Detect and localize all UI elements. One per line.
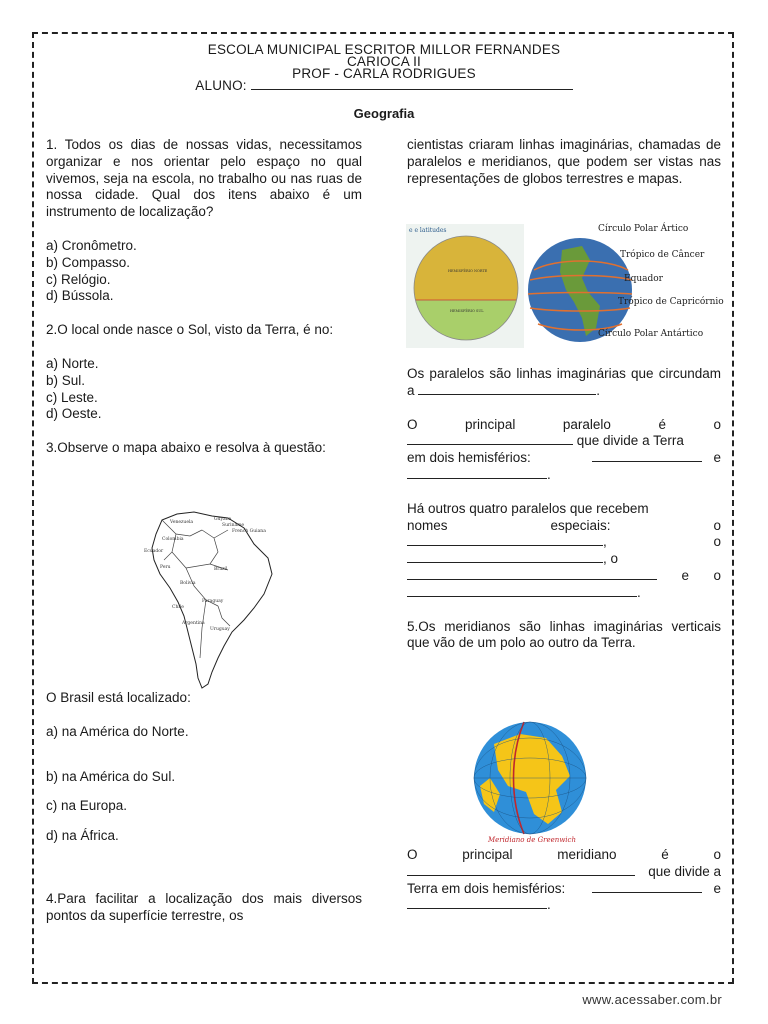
answer-blank-2[interactable]: [407, 433, 573, 445]
answer-blank-6[interactable]: [407, 551, 603, 563]
outros-paralelos-text: Há outros quatro paralelos que recebem: [407, 500, 649, 516]
label-ecuador: Ecuador: [144, 549, 164, 554]
q2-option-d[interactable]: d) Oeste.: [46, 406, 102, 422]
right-column: [407, 137, 721, 187]
q2-option-a[interactable]: a) Norte.: [46, 355, 99, 371]
q3-option-c[interactable]: c) na Europa.: [46, 798, 128, 813]
paralelos-text: Os paralelos são linhas imaginárias que circundam a .: [407, 366, 721, 398]
student-name-line[interactable]: [251, 80, 573, 90]
teacher-name: PROF - CARLA RODRIGUES: [292, 66, 476, 81]
globes-image: [406, 220, 724, 350]
header: [0, 44, 768, 92]
q3-option-d[interactable]: d) na África.: [46, 828, 119, 843]
label-paraguay: Paraguay: [202, 599, 224, 604]
q3-option-b[interactable]: b) na América do Sul.: [46, 769, 176, 784]
greenwich-globe-image: [450, 716, 610, 846]
label-guyana: Guyana: [214, 517, 232, 522]
question-3: 3.Observe o mapa abaixo e resolva à questão:: [46, 440, 326, 456]
label-bolivia: Bolivia: [180, 581, 196, 586]
south-america-map: [132, 508, 278, 690]
answer-blank-5[interactable]: [407, 534, 603, 546]
school-name: ESCOLA MUNICIPAL ESCRITOR MILLOR FERNANDES: [207, 42, 561, 57]
label-suriname: Suriname: [222, 523, 245, 528]
q1-option-c[interactable]: c) Relógio.: [46, 271, 111, 287]
q1-option-a[interactable]: a) Cronômetro.: [46, 237, 137, 253]
q3-option-a[interactable]: a) na América do Norte.: [46, 723, 189, 739]
label-venezuela: Venezuela: [170, 520, 194, 525]
svg-text:HEMISFÉRIO SUL: HEMISFÉRIO SUL: [450, 309, 484, 313]
question-1: 1. Todos os dias de nossas vidas, necessitamos organizar e nos orientar pelo espaço no qual vivemos, seja na escola, no trabalho ou nas ruas de nossa cidade. Qual dos itens abaixo é um instrumento de localização?: [46, 137, 362, 220]
q3-question: O Brasil está localizado:: [46, 690, 191, 705]
label-circulo-antartico: Círculo Polar Antártico: [598, 329, 704, 339]
answer-blank-1[interactable]: [418, 383, 596, 395]
answer-blank-10[interactable]: [592, 881, 702, 893]
label-uruguay: Uruguay: [210, 627, 230, 632]
label-peru: Peru: [160, 565, 171, 570]
svg-text:HEMISFÉRIO NORTE: HEMISFÉRIO NORTE: [448, 269, 488, 273]
question-2: 2.O local onde nasce o Sol, visto da Terra, é no:: [46, 322, 334, 338]
q2-option-c[interactable]: c) Leste.: [46, 389, 98, 405]
footer-url[interactable]: www.acessaber.com.br: [582, 992, 722, 1007]
question-4-continued: cientistas criaram linhas imaginárias, chamadas de paralelos e meridianos, que podem ser vistas nas representações de globos terrestres e mapas.: [407, 137, 721, 186]
greenwich-label: Meridiano de Greenwich: [488, 836, 576, 844]
answer-blank-3[interactable]: [592, 450, 702, 462]
label-french-guiana: French Guiana: [232, 529, 266, 534]
q1-option-b[interactable]: b) Compasso.: [46, 254, 131, 270]
meridianos-text: 5.Os meridianos são linhas imaginárias verticais que vão de um polo ao outro da Terra.: [407, 618, 721, 651]
svg-text:e e latitudes: e e latitudes: [409, 227, 447, 234]
label-colombia: Colombia: [162, 537, 184, 542]
label-argentina: Argentina: [182, 621, 205, 626]
principal-meridiano-line: O principal meridiano é o: [407, 847, 721, 862]
student-field[interactable]: ALUNO:: [0, 80, 768, 92]
question-4-start: 4.Para facilitar a localização dos mais diversos pontos da superfície terrestre, os: [46, 891, 362, 923]
label-chile: Chile: [172, 605, 184, 610]
answer-blank-4[interactable]: [407, 467, 547, 479]
q1-option-d[interactable]: d) Bússola.: [46, 288, 114, 304]
subject-title: Geografia: [353, 106, 415, 121]
answer-blank-7[interactable]: [407, 568, 657, 580]
q2-option-b[interactable]: b) Sul.: [46, 372, 86, 388]
label-brazil: Brazil: [214, 567, 228, 572]
label-equador: Equador: [624, 274, 663, 284]
q3-question-block: [46, 690, 362, 741]
paralelos-block: Os paralelos são linhas imaginárias que circundam a . O principal paralelo é o que divide a Terra em dois hemisférios: e . Há outros quatro paralelos que recebem nomes especiais: o , o , o e o . 5.Os meridianos são linhas imaginárias verticais que vão de um polo ao outro da Terra.: [407, 366, 721, 651]
label-circulo-artico: Círculo Polar Ártico: [598, 224, 689, 234]
answer-blank-8[interactable]: [407, 585, 637, 597]
left-column: [46, 137, 362, 457]
principal-paralelo-line: O principal paralelo é o: [407, 416, 721, 432]
answer-blank-11[interactable]: [407, 897, 547, 909]
meridiano-block: O principal meridiano é o que divide a Terra em dois hemisférios: e .: [407, 847, 721, 913]
label-tropico-cancer: Trópico de Câncer: [620, 250, 705, 260]
school-unit: CARIOCA II: [346, 54, 421, 69]
answer-blank-9[interactable]: [407, 864, 635, 876]
label-tropico-capricornio: Trópico de Capricórnio: [618, 297, 724, 307]
